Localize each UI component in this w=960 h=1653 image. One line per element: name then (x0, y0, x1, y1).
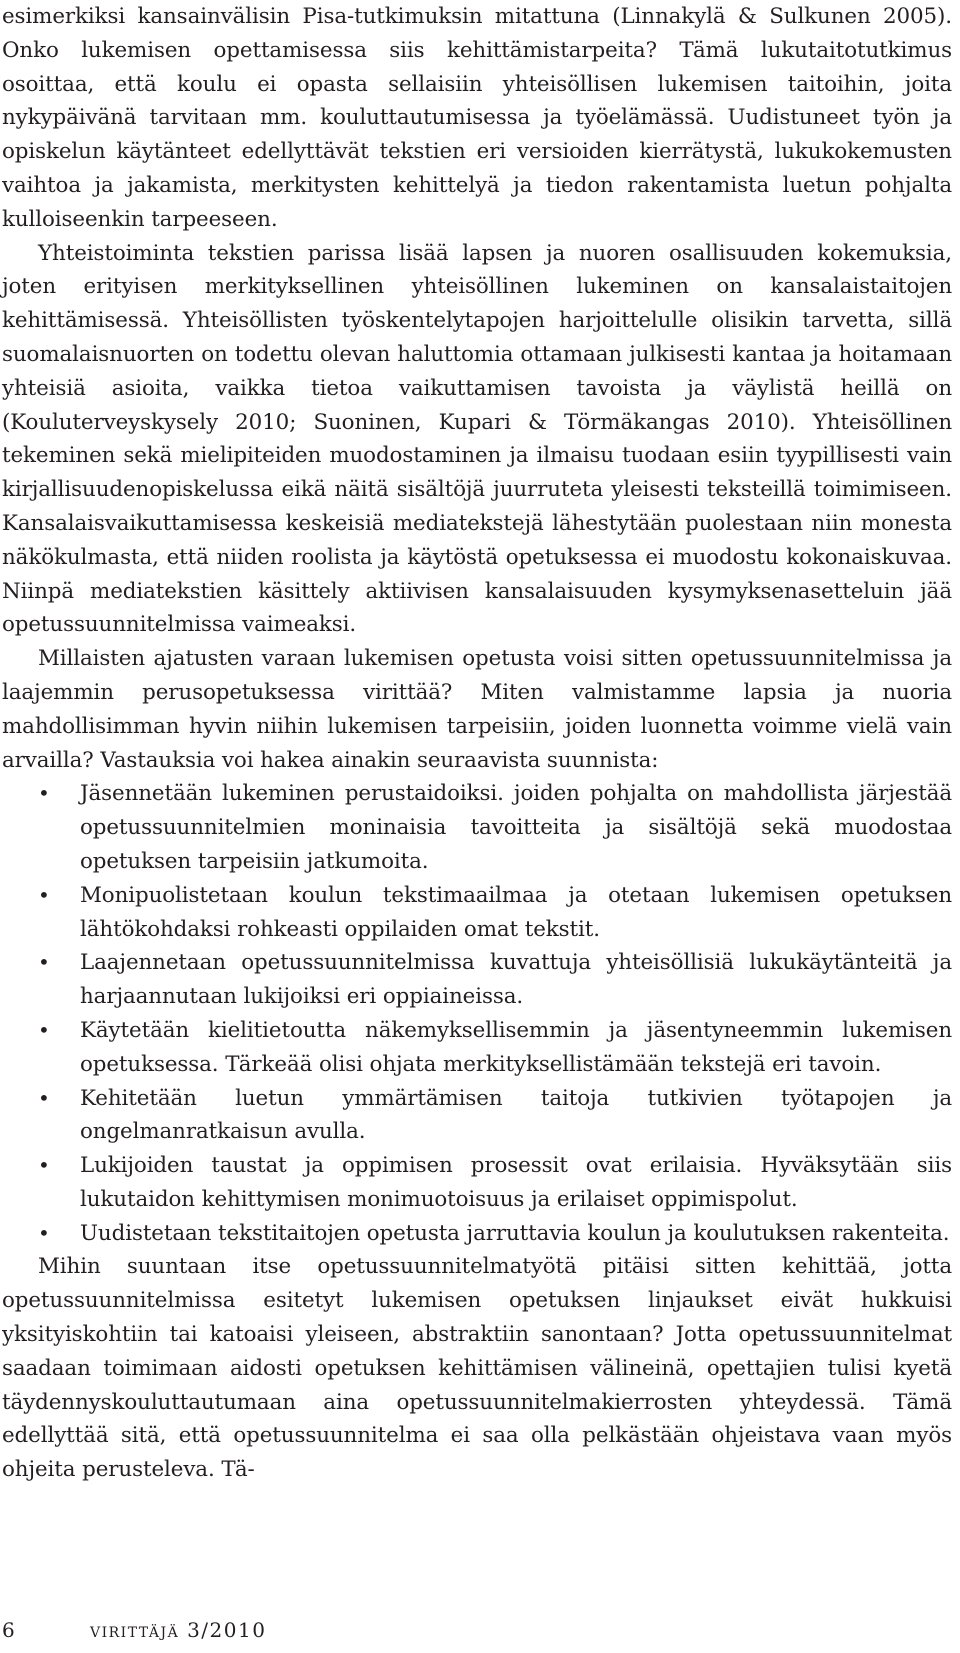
page-footer (2, 1618, 266, 1642)
page-number: 6 (2, 1618, 15, 1642)
bullet-item: • Laajennetaan opetussuunnitelmissa kuvattuja yhteisöllisiä lukukäytänteitä ja harjaannutaan lukijoiksi eri oppiaineissa. (2, 946, 952, 1014)
bullet-item: • Kehitetään luetun ymmärtämisen taitoja tutkivien työtapojen ja ongelmanratkaisun avulla. (2, 1082, 952, 1150)
article-body (2, 0, 952, 1487)
bullet-item: • Monipuolistetaan koulun tekstimaailmaa ja otetaan lukemisen opetuksen lähtökohdaksi rohkeasti oppilaiden omat tekstit. (2, 879, 952, 947)
journal-issue: virittäjä 3/2010 (90, 1618, 267, 1642)
bullet-item: • Lukijoiden taustat ja oppimisen prosessit ovat erilaisia. Hyväksytään siis lukutaidon kehittymisen monimuotoisuus ja erilaiset oppimispolut. (2, 1149, 952, 1217)
paragraph-4: Mihin suuntaan itse opetussuunnitelmatyötä pitäisi sitten kehittää, jotta opetussuunnitelmissa esitetyt lukemisen opetuksen linjaukset eivät hukkuisi yksityiskohtiin tai katoaisi yleiseen, abstraktiin sanontaan? Jotta opetussuunnitelmat saadaan toimimaan aidosti opetuksen kehittämisen välineinä, opettajien tulisi kyetä täydennyskouluttautumaan aina opetussuunnitelmakierrosten yhteydessä. Tämä edellyttää sitä, että opetussuunnitelma ei saa olla pelkästään ohjeistava vaan myös ohjeita perusteleva. Tä- (2, 1254, 952, 1483)
bullet-list (2, 777, 952, 1250)
paragraph-1: esimerkiksi kansainvälisin Pisa-tutkimuksin mitattuna (Linnakylä & Sulkunen 2005). Onko lukemisen opettamisessa siis kehittämistarpeita? Tämä lukutaitotutkimus osoittaa, että koulu ei opasta sellaisiin yhteisöllisen lukemisen taitoihin, joita nykypäivänä tarvitaan mm. kouluttautumisessa ja työelämässä. Uudistuneet työn ja opiskelun käytänteet edellyttävät tekstien eri versioiden kierrätystä, lukukokemusten vaihtoa ja jakamista, merkitysten kehittelyä ja tiedon rakentamista luetun pohjalta kulloiseenkin tarpeeseen. (2, 4, 952, 232)
bullet-item: • Uudistetaan tekstitaitojen opetusta jarruttavia koulun ja koulutuksen rakenteita. (2, 1217, 952, 1251)
bullet-item: • Käytetään kielitietoutta näkemyksellisemmin ja jäsentyneemmin lukemisen opetuksessa. Tärkeää olisi ohjata merkityksellistämään tekstejä eri tavoin. (2, 1014, 952, 1082)
paragraph-3: Millaisten ajatusten varaan lukemisen opetusta voisi sitten opetussuunnitelmissa ja laajemmin perusopetuksessa virittää? Miten valmistamme lapsia ja nuoria mahdollisimman hyvin niihin lukemisen tarpeisiin, joiden luonnetta voimme vielä vain arvailla? Vastauksia voi hakea ainakin seuraavista suunnista: (2, 646, 952, 773)
bullet-item: • Jäsennetään lukeminen perustaidoiksi. joiden pohjalta on mahdollista järjestää opetussuunnitelmien moninaisia tavoitteita ja sisältöjä sekä muodostaa opetuksen tarpeisiin jatkumoita. (2, 777, 952, 878)
paragraph-2: Yhteistoiminta tekstien parissa lisää lapsen ja nuoren osallisuuden kokemuksia, joten erityisen merkityksellinen yhteisöllinen lukeminen on kansalaistaitojen kehittämisessä. Yhteisöllisten työskentelytapojen harjoittelulle olisikin tarvetta, sillä suomalaisnuorten on todettu olevan haluttomia ottamaan julkisesti kantaa ja hoitamaan yhteisiä asioita, vaikka tietoa vaikuttamisen tavoista ja väylistä heillä on (Kouluterveyskysely 2010; Suoninen, Kupari & Törmäkangas 2010). Yhteisöllinen tekeminen sekä mielipiteiden muodostaminen ja ilmaisu tuodaan esiin tyypillisesti vain kirjallisuudenopiskelussa eikä näitä sisältöjä juurruteta yleisesti teksteillä toimimiseen. Kansalaisvaikuttamisessa keskeisiä mediatekstejä lähestytään puolestaan niin monesta näkökulmasta, että niiden roolista ja käytöstä opetuksessa ei muodostu kokonaiskuvaa. Niinpä mediatekstien käsittely aktiivisen kansalaisuuden kysymyksenasetteluin jää opetussuunnitelmissa vaimeaksi. (2, 240, 952, 638)
